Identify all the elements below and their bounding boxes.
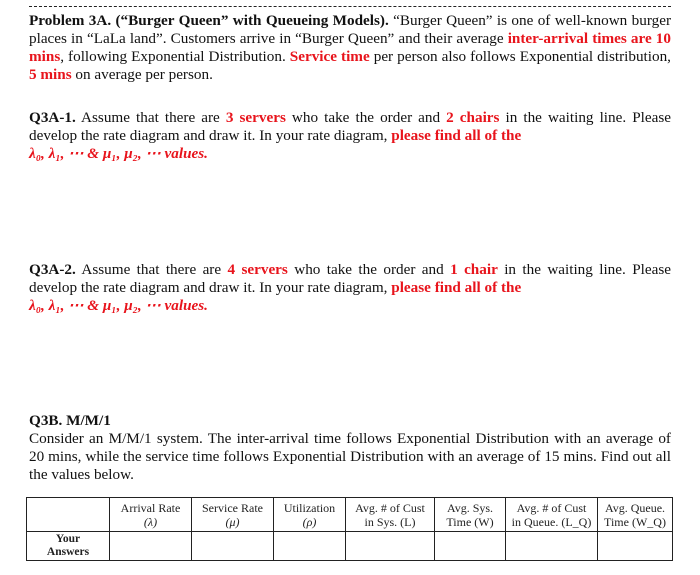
question-3a2 [29,261,671,315]
header-avg-sys-time: Avg. Sys. Time (W) [435,498,506,532]
question-text: Assume that there are [75,109,226,126]
answer-cell-avg-queue-time[interactable] [598,532,673,561]
question-text: in the waiting line. Please develop the rate diagram and draw it. In your rate diagram, [29,261,671,296]
answer-cell-avg-cust-queue[interactable] [506,532,598,561]
interarrival-highlight: inter-arrival times are 10 mins [29,30,671,65]
question-text: Assume that there are [75,261,228,278]
answer-cell-arrival-rate[interactable] [110,532,192,561]
dashed-divider [29,6,671,7]
chairs-highlight: 1 chair [450,261,498,278]
answer-cell-avg-cust-sys[interactable] [346,532,435,561]
answer-cell-avg-sys-time[interactable] [435,532,506,561]
service-time-highlight: Service time [289,48,370,65]
header-avg-queue-time: Avg. Queue. Time (W_Q) [598,498,673,532]
header-service-rate: Service Rate (μ) [192,498,274,532]
header-avg-cust-queue: Avg. # of Cust in Queue. (L_Q) [506,498,598,532]
servers-highlight: 4 servers [227,261,288,278]
please-find-highlight: please find all of the [391,279,522,296]
header-arrival-rate: Arrival Rate (λ) [110,498,192,532]
five-mins-highlight: 5 mins [29,66,72,83]
answer-cell-service-rate[interactable] [192,532,274,561]
question-text: who take the order and [287,261,451,278]
header-avg-cust-sys: Avg. # of Cust in Sys. (L) [346,498,435,532]
table-header-row [27,498,673,532]
lambda-mu-values: λ₀, λ₁, ⋯ & μ₁, μ₂, ⋯ values. [29,145,208,162]
answers-table [26,497,673,561]
answer-cell-utilization[interactable] [274,532,346,561]
question-3a1 [29,109,671,163]
table-row [27,532,673,561]
question-3a2-label: Q3A-2. [29,261,76,278]
problem-3a-text: “Burger Queen” is one of well-known burger places in “LaLa land”. Customers arrive in “Burger Queen” and their average [29,12,672,47]
problem-3a-title: Problem 3A. (“Burger Queen” with Queueing Models). [29,12,389,29]
corner-cell [27,498,110,532]
question-3a1-label: Q3A-1. [29,109,76,126]
chairs-highlight: 2 chairs [446,109,500,126]
lambda-mu-values: λ₀, λ₁, ⋯ & μ₁, μ₂, ⋯ values. [29,297,208,314]
header-utilization: Utilization (ρ) [274,498,346,532]
your-answers-label: Your Answers [27,532,110,561]
please-find-highlight: please find all of the [391,127,522,144]
q3b-body: Consider an M/M/1 system. The inter-arrival time follows Exponential Distribution with an average of 20 mins, while the service time follows Exponential Distribution with an average of 15 mins. Find out all the values below. [29,430,671,483]
problem-3a-text: on average per person. [71,66,213,83]
problem-3a-text: per person also follows Exponential distribution, [369,48,671,65]
question-text: who take the order and [285,109,447,126]
problem-3a-intro [29,12,671,84]
problem-3a-text: , following Exponential Distribution. [60,48,290,65]
servers-highlight: 3 servers [225,109,286,126]
question-text: in the waiting line. Please develop the rate diagram and draw it. In your rate diagram, [29,109,671,144]
q3b-heading: Q3B. M/M/1 [29,412,111,429]
